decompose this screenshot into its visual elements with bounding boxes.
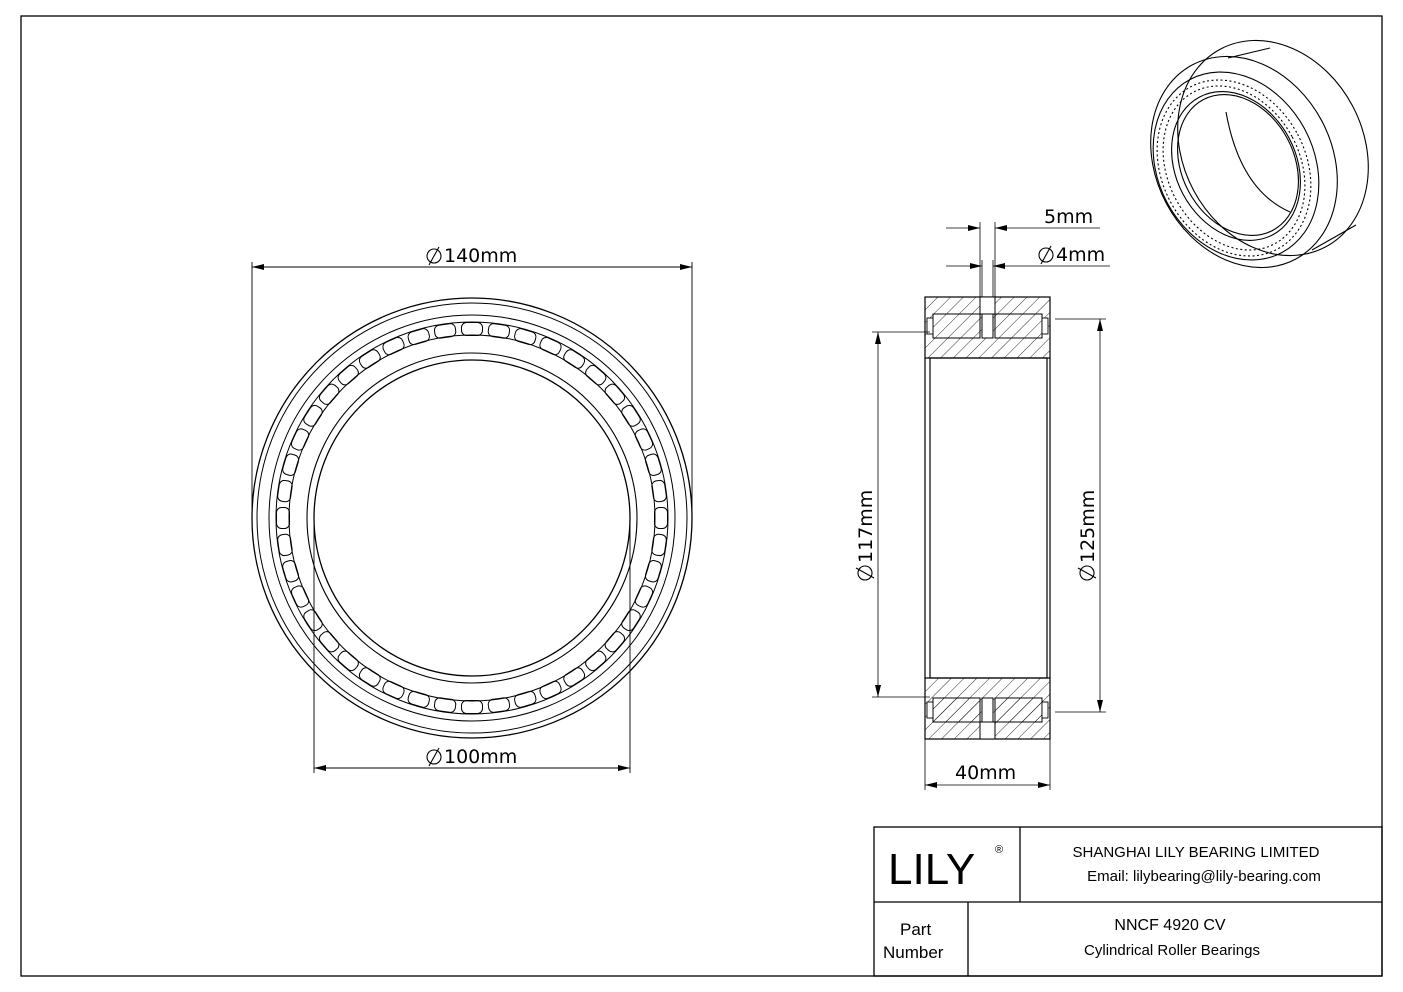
roller	[655, 508, 668, 529]
roller	[562, 348, 587, 370]
part-number: NNCF 4920 CV	[1114, 917, 1226, 934]
shoulder-top-right	[1042, 318, 1048, 334]
roller	[620, 608, 642, 633]
d125-label-group	[1077, 490, 1099, 580]
d117-label-group	[855, 490, 877, 580]
lubrication-hole	[982, 314, 993, 338]
outer-ring-edge	[252, 298, 692, 738]
roller	[302, 403, 324, 428]
roller	[462, 701, 483, 714]
section-view	[855, 206, 1110, 790]
outer-raceway	[269, 315, 675, 721]
od-dimension-label: 140mm	[444, 245, 518, 267]
company-email: Email: lilybearing@lily-bearing.com	[1087, 868, 1321, 885]
shoulder-bottom-right	[1042, 702, 1048, 718]
roller-top-left-hatch	[933, 314, 980, 338]
company-name: SHANGHAI LILY BEARING LIMITED	[1072, 844, 1320, 861]
roller	[634, 427, 655, 452]
inner-raceway-diameter-label: 117mm	[855, 489, 877, 563]
roller-top-right-hatch	[995, 314, 1042, 338]
roller-bottom-right	[995, 698, 1042, 722]
bearing-3d-icon	[1115, 7, 1403, 301]
shoulder-bottom-left	[927, 702, 933, 718]
lubrication-hole-bottom	[982, 698, 993, 722]
bore-outline	[930, 358, 1047, 678]
registered-mark: ®	[995, 844, 1004, 856]
outer-ring-chamfer	[257, 303, 687, 733]
lubrication-groove-bottom	[980, 722, 995, 739]
width-label: 40mm	[955, 762, 1017, 784]
roller	[302, 608, 324, 633]
diameter-icon	[1039, 246, 1053, 264]
diameter-icon	[1078, 566, 1096, 580]
part-label-line1: Part	[900, 920, 932, 939]
outer-raceway-diameter-label: 125mm	[1077, 489, 1099, 563]
groove-width-label: 5mm	[1044, 206, 1094, 228]
roller-bottom-left	[933, 698, 980, 722]
diameter-icon	[427, 247, 441, 265]
roller	[381, 680, 406, 701]
roller	[357, 348, 382, 370]
roller	[538, 336, 563, 357]
id-dimension-label: 100mm	[444, 746, 518, 768]
title-block	[874, 827, 1382, 976]
company-logo: LILY	[888, 845, 976, 894]
front-view	[252, 245, 692, 773]
roller	[290, 584, 311, 609]
roller	[634, 584, 655, 609]
roller	[277, 508, 290, 529]
inner-ring-shoulder	[307, 353, 637, 683]
diameter-icon	[427, 748, 441, 766]
roller	[381, 336, 406, 357]
part-type: Cylindrical Roller Bearings	[1084, 942, 1260, 959]
roller	[562, 666, 587, 688]
hole-diameter-label: 4mm	[1056, 244, 1106, 266]
outer-raceway-inner	[276, 322, 668, 714]
diameter-icon	[856, 566, 874, 580]
roller	[290, 427, 311, 452]
roller	[357, 666, 382, 688]
part-label-line2: Number	[883, 943, 944, 962]
cage-edge	[289, 335, 655, 701]
roller	[620, 403, 642, 428]
inner-ring-bore	[314, 360, 630, 676]
roller	[462, 323, 483, 336]
roller-set	[277, 323, 668, 714]
roller	[538, 680, 563, 701]
lubrication-groove	[980, 297, 995, 314]
